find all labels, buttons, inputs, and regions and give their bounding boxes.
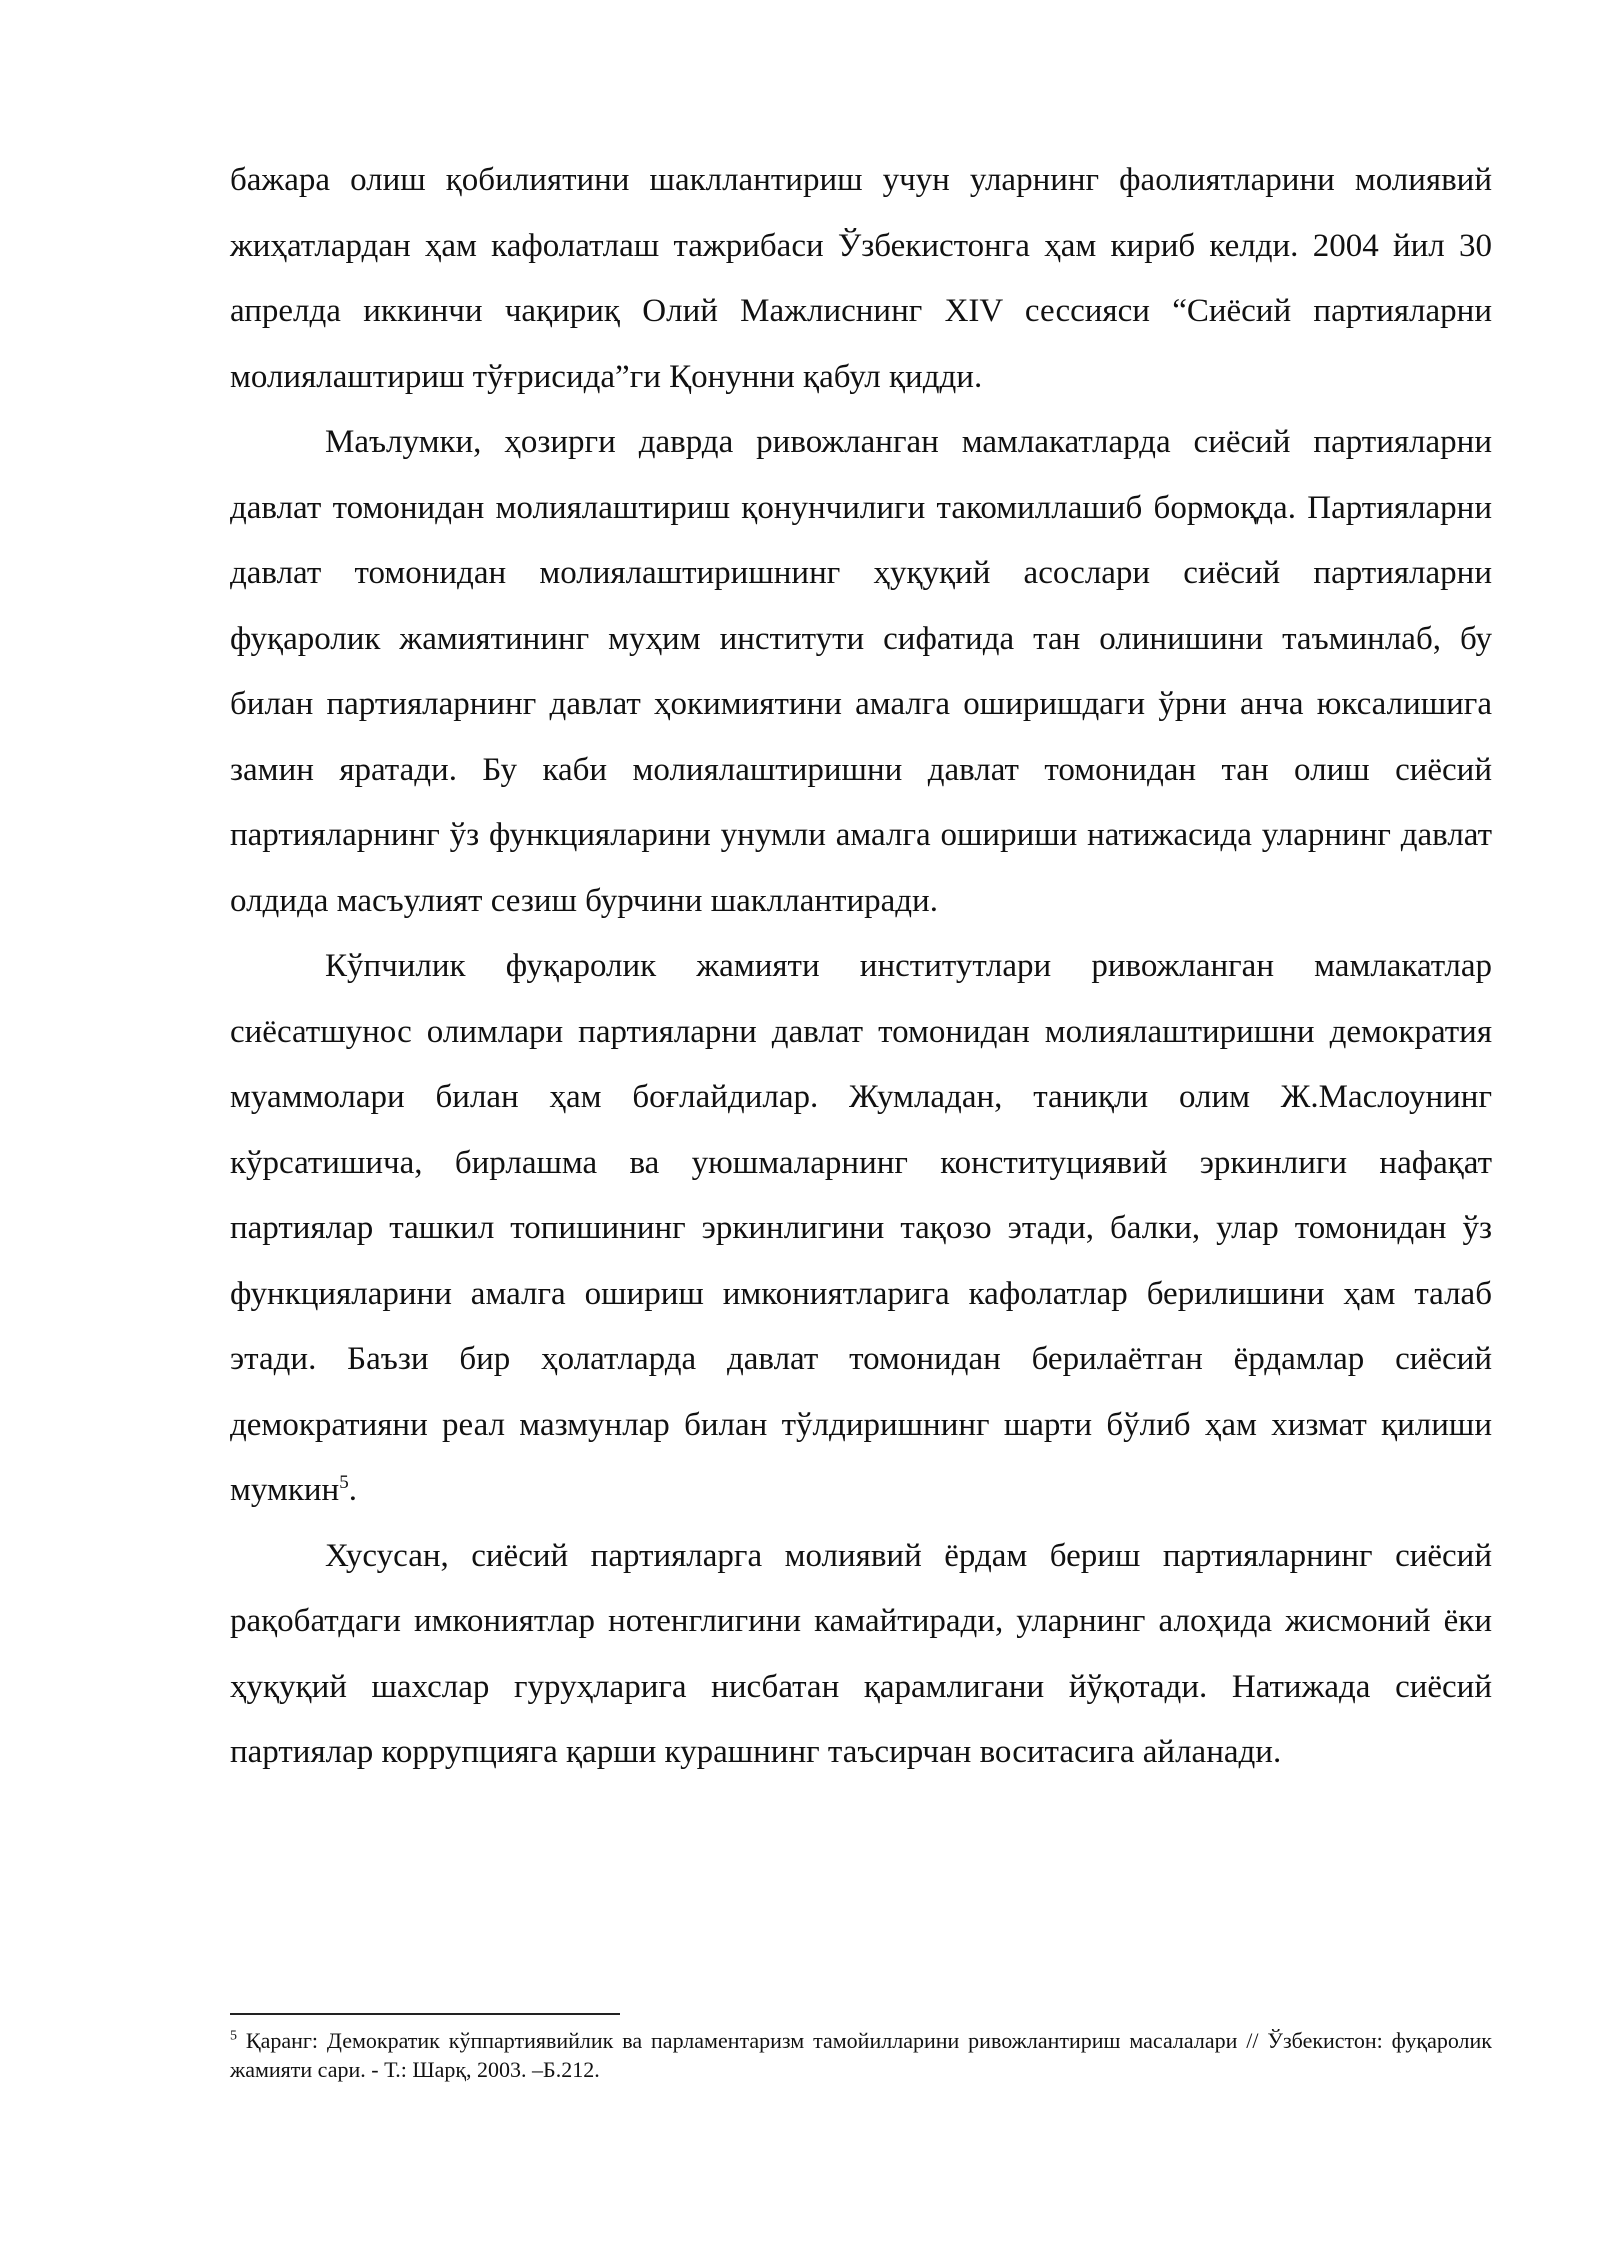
paragraph-4: Хусусан, сиёсий партияларга молиявий ёрдам бериш партияларнинг сиёсий рақобатдаги имкониятлар нотенглигини камайтиради, уларнинг алоҳида жисмоний ёки ҳуқуқий шахслар гуруҳларига нисбатан қарамлигани йўқотади. Натижада сиёсий партиялар коррупцияга қарши курашнинг таъсирчан воситасига айланади. bbox=[230, 1537, 1492, 1770]
footnote-separator bbox=[230, 2013, 620, 2015]
footnote-number: 5 bbox=[230, 2028, 237, 2044]
footnote-text: Қаранг: Демократик кўппартиявийлик ва парламентаризм тамойилларини ривожлантириш масалалари // Ўзбекистон: фуқаролик жамияти сари. - Т.: Шарқ, 2003. –Б.212. bbox=[230, 2028, 1492, 2082]
paragraph-3-text: Кўпчилик фуқаролик жамияти институтлари ривожланган мамлакатлар сиёсатшунос олимлари партияларни давлат томонидан молиялаштиришни демократия муаммолари билан ҳам боғлайдилар. Жумладан, таниқли олим Ж.Маслоунинг кўрсатишича, бирлашма ва уюшмаларнинг конституциявий эркинлиги нафақат партиялар ташкил топишининг эркинлигини тақозо этади, балки, улар томонидан ўз функцияларини амалга ошириш имкониятларига кафолатлар берилишини ҳам талаб этади. Баъзи бир ҳолатларда давлат томонидан берилаётган ёрдамлар сиёсий демократияни реал мазмунлар билан тўлдиришнинг шарти бўлиб ҳам хизмат қилиши мумкин bbox=[230, 948, 1492, 1508]
paragraph-3 bbox=[230, 934, 1492, 1524]
paragraph-1: бажара олиш қобилиятини шакллантириш учун уларнинг фаолиятларини молиявий жиҳатлардан ҳам кафолатлаш тажрибаси Ўзбекистонга ҳам кириб келди. 2004 йил 30 апрелда иккинчи чақириқ Олий Мажлиснинг XIV сессияси “Сиёсий партияларни молиялаштириш тўғрисида”ги Қонунни қабул қидди. bbox=[230, 162, 1492, 395]
paragraph-2: Маълумки, ҳозирги даврда ривожланган мамлакатларда сиёсий партияларни давлат томонидан молиялаштириш қонунчилиги такомиллашиб бормоқда. Партияларни давлат томонидан молиялаштиришнинг ҳуқуқий асослари сиёсий партияларни фуқаролик жамиятининг муҳим институти сифатида тан олинишини таъминлаб, бу билан партияларнинг давлат ҳокимиятини амалга оширишдаги ўрни анча юксалишига замин яратади. Бу каби молиялаштиришни давлат томонидан тан олиш сиёсий партияларнинг ўз функцияларини унумли амалга ошириши натижасида уларнинг давлат олдида масъулият сезиш бурчини шакллантиради. bbox=[230, 424, 1492, 919]
footnote-reference[interactable]: 5 bbox=[339, 1472, 349, 1493]
document-body bbox=[230, 148, 1492, 1786]
footnote bbox=[230, 2026, 1492, 2084]
paragraph-3-end: . bbox=[348, 1472, 357, 1508]
